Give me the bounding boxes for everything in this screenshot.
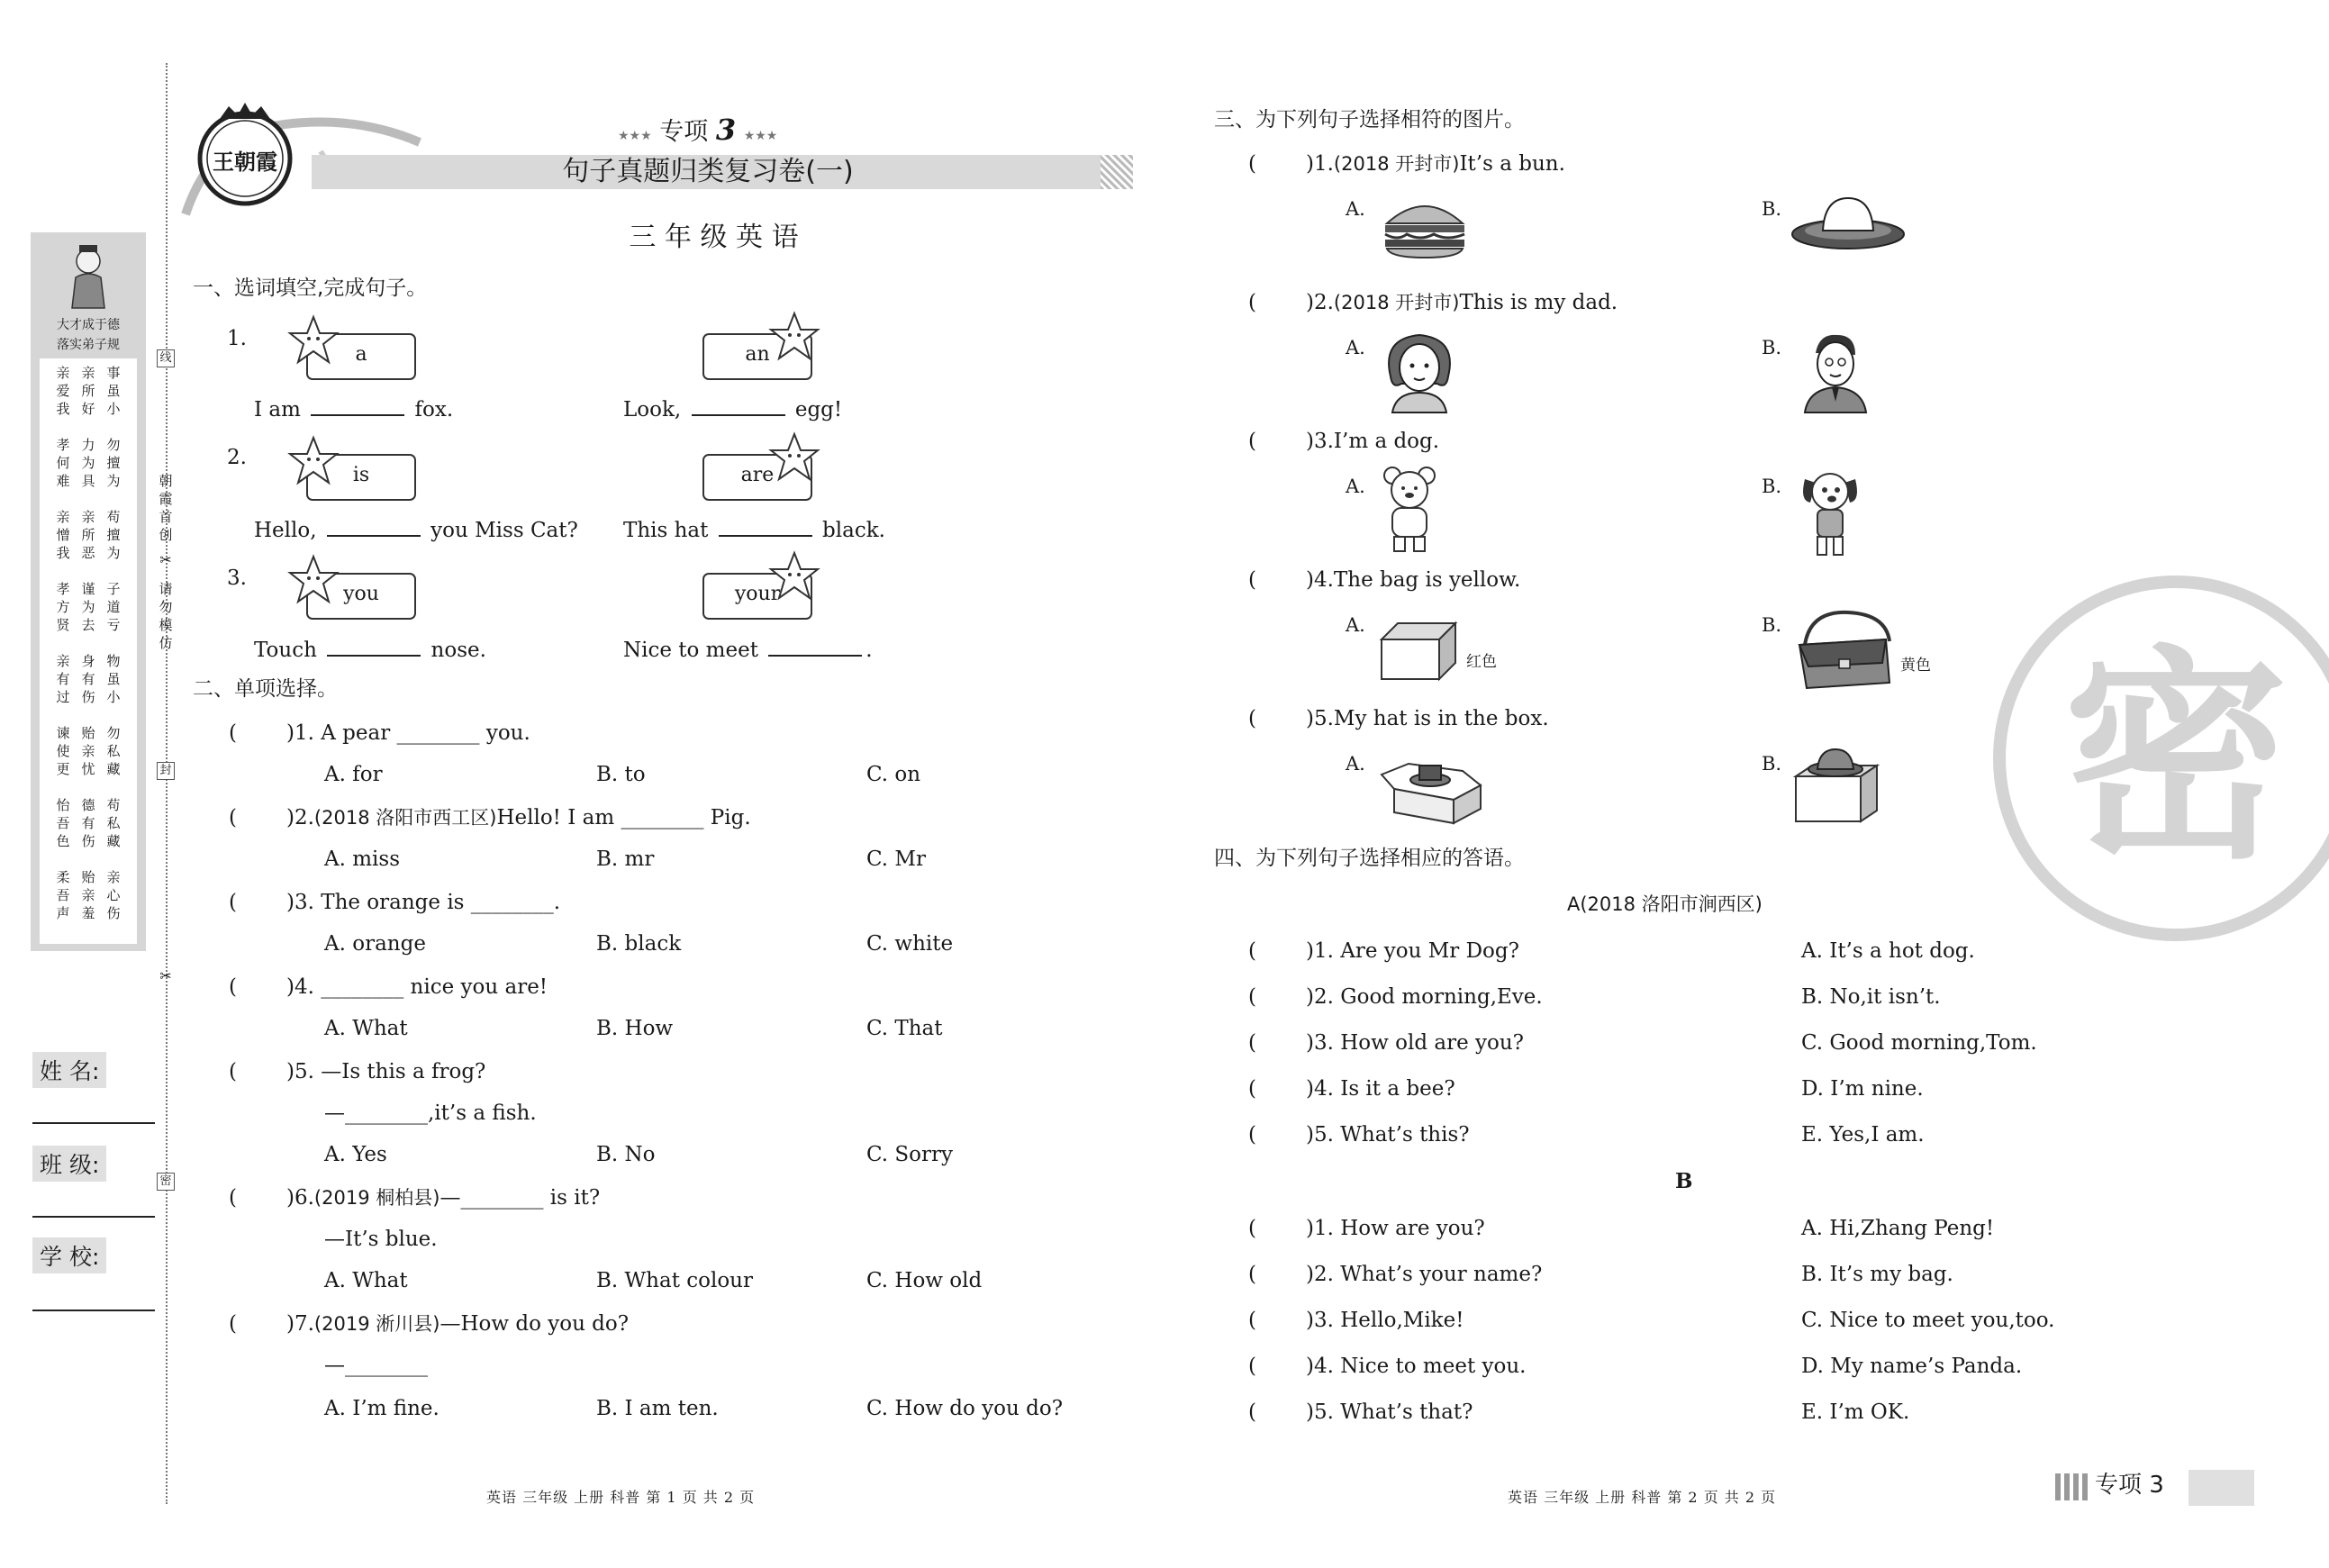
question-stem: )5. —Is this a frog?: [286, 1060, 486, 1083]
answer-blank[interactable]: [719, 515, 812, 537]
motto-column: 德有伤: [81, 797, 95, 849]
sentence-left: [254, 635, 486, 663]
series-label: 专项: [659, 118, 709, 146]
option-c[interactable]: C. Mr: [866, 847, 926, 871]
answer-paren[interactable]: (: [1248, 291, 1256, 314]
sentence-after: black.: [822, 519, 885, 542]
logo-text: 王朝霞: [213, 149, 277, 175]
word-card: your: [702, 573, 812, 620]
motto-column: 怡吾色: [56, 797, 70, 849]
motto-column: 孝方贤: [56, 581, 70, 633]
option-b[interactable]: B. I am ten.: [596, 1397, 719, 1420]
answer-paren[interactable]: (: [229, 806, 237, 829]
sentence-after: fox.: [414, 398, 454, 421]
option-a[interactable]: A. What: [324, 1017, 408, 1040]
star-character-icon: [286, 313, 340, 367]
page-subtitle: 三 年 级 英 语: [629, 222, 799, 253]
section-b-title: B: [1675, 1169, 1693, 1193]
motto-column: 亲所好: [81, 365, 95, 417]
name-label: 姓 名:: [32, 1052, 106, 1088]
option-a-label[interactable]: A.: [1346, 476, 1365, 497]
match-answer: A. Hi,Zhang Peng!: [1801, 1217, 1995, 1240]
answer-paren[interactable]: (: [1248, 152, 1256, 176]
answer-paren[interactable]: (: [229, 975, 237, 999]
answer-blank[interactable]: [327, 515, 421, 537]
answer-paren[interactable]: (: [1248, 1309, 1256, 1332]
banner-pattern: [1101, 155, 1133, 189]
bear-toy-icon[interactable]: [1376, 463, 1443, 553]
answer-paren[interactable]: (: [1248, 1355, 1256, 1378]
word-card: a: [306, 333, 416, 380]
word-card: an: [702, 333, 812, 380]
scissors-icon: ✂: [159, 967, 172, 984]
answer-paren[interactable]: (: [1248, 1400, 1256, 1424]
match-answer: A. It’s a hot dog.: [1801, 939, 1975, 963]
stars-right-icon: ★★★: [743, 129, 778, 143]
match-answer: C. Nice to meet you,too.: [1801, 1309, 2055, 1332]
option-c[interactable]: C. How old: [866, 1269, 983, 1292]
match-answer: C. Good morning,Tom.: [1801, 1031, 2037, 1055]
match-question: )5. What’s that?: [1306, 1400, 1473, 1424]
motto-column: 孝何难: [56, 437, 70, 489]
option-a-label[interactable]: A.: [1346, 614, 1365, 636]
vertical-note-2: 请勿模仿: [159, 581, 173, 651]
option-a[interactable]: A. I’m fine.: [324, 1397, 440, 1420]
group-number: 2.: [227, 446, 247, 469]
option-b[interactable]: B. to: [596, 763, 646, 786]
motto-column: 苟私藏: [106, 797, 121, 849]
section-a-title: A(2018 洛阳市涧西区): [1567, 893, 1763, 915]
watermark-seal: [1987, 569, 2293, 947]
footer-left: 英语 三年级 上册 科普 第 1 页 共 2 页: [486, 1489, 756, 1506]
option-c[interactable]: C. Sorry: [866, 1143, 953, 1166]
sentence-after: egg!: [794, 398, 843, 421]
footer-badge-pattern: [2055, 1473, 2089, 1500]
match-question: )3. Hello,Mike!: [1306, 1309, 1464, 1332]
star-character-icon: [767, 431, 821, 485]
match-question: )5. What’s this?: [1306, 1123, 1470, 1147]
option-a-label[interactable]: A.: [1346, 337, 1365, 358]
option-b-label[interactable]: B.: [1762, 476, 1782, 497]
answer-blank[interactable]: [327, 635, 421, 657]
motto-column: 亲爱我: [56, 365, 70, 417]
sentence-left: [254, 394, 453, 422]
answer-blank[interactable]: [692, 394, 785, 416]
school-input[interactable]: [32, 1310, 155, 1311]
box-icon[interactable]: [1378, 618, 1459, 683]
option-b[interactable]: B. mr: [596, 847, 655, 871]
sentence-before: Nice to meet: [623, 639, 758, 662]
match-answer: B. It’s my bag.: [1801, 1263, 1953, 1286]
sentence-right: [623, 635, 873, 663]
question-stem: )1. A pear ________ you.: [286, 721, 530, 745]
star-character-icon: [767, 549, 821, 603]
question-text: )3.I’m a dog.: [1306, 430, 1440, 453]
star-character-icon: [286, 553, 340, 607]
answer-paren[interactable]: (: [229, 1312, 237, 1336]
slogan-top: 大才成于德: [57, 318, 120, 332]
match-question: )4. Nice to meet you.: [1306, 1355, 1527, 1378]
logo: [193, 103, 297, 207]
option-a-label[interactable]: A.: [1346, 753, 1365, 775]
sentence-right: [623, 515, 885, 543]
sentence-before: Look,: [623, 398, 682, 421]
answer-blank[interactable]: [311, 394, 404, 416]
question-stem: )4. ________ nice you are!: [286, 975, 548, 999]
motto-column: 谏使更: [56, 725, 70, 777]
answer-paren[interactable]: (: [1248, 1123, 1256, 1147]
word-card: you: [306, 573, 416, 620]
option-b-label[interactable]: B.: [1762, 753, 1782, 775]
answer-paren[interactable]: (: [229, 891, 237, 914]
dog-cartoon-icon[interactable]: [1798, 467, 1862, 558]
class-input[interactable]: [32, 1216, 155, 1218]
star-character-icon: [767, 310, 821, 364]
sentence-left: [254, 515, 578, 543]
part1-title: 一、选词填空,完成句子。: [193, 276, 428, 300]
motto-column: 身有伤: [81, 653, 95, 705]
word-card: is: [306, 454, 416, 501]
footer-badge: 专项 3: [2095, 1472, 2164, 1499]
scissors-icon: ✂: [159, 551, 172, 568]
question-text: )2.(2018 开封市)This is my dad.: [1306, 291, 1618, 314]
match-question: )2. Good morning,Eve.: [1306, 985, 1543, 1009]
answer-paren[interactable]: (: [1248, 568, 1256, 592]
sentence-after: .: [865, 639, 873, 662]
option-b[interactable]: B. No: [596, 1143, 656, 1166]
motto-column: 柔吾声: [56, 869, 70, 921]
motto-inner: [40, 358, 137, 944]
question-line2: —________: [324, 1354, 428, 1377]
question-line2: —It’s blue.: [324, 1228, 438, 1251]
answer-paren[interactable]: (: [1248, 985, 1256, 1009]
sentence-before: This hat: [623, 519, 709, 542]
color-note-b: 黄色: [1900, 657, 1931, 675]
sentence-before: I am: [254, 398, 301, 421]
match-answer: D. I’m nine.: [1801, 1077, 1924, 1101]
option-b-label[interactable]: B.: [1762, 614, 1782, 636]
name-input[interactable]: [32, 1122, 155, 1124]
question-text: )1.(2018 开封市)It’s a bun.: [1306, 152, 1565, 176]
cut-mark-top: 线: [157, 349, 175, 367]
question-stem: )3. The orange is ________.: [286, 891, 561, 914]
word-card: are: [702, 454, 812, 501]
answer-blank[interactable]: [768, 635, 862, 657]
part4-title: 四、为下列句子选择相应的答语。: [1214, 847, 1525, 870]
shoulder-bag-icon[interactable]: [1792, 609, 1897, 690]
binding-dotted-line: [166, 63, 168, 1504]
footer-right: 英语 三年级 上册 科普 第 2 页 共 2 页: [1508, 1489, 1777, 1506]
option-c[interactable]: C. white: [866, 932, 954, 956]
hat-on-box-icon[interactable]: [1792, 746, 1880, 823]
motto-column: 事虽小: [106, 365, 121, 417]
match-answer: D. My name’s Panda.: [1801, 1355, 2023, 1378]
slogan-bottom: 落实弟子规: [57, 338, 120, 352]
hamburger-icon[interactable]: [1380, 195, 1470, 259]
footer-badge-bar: [2189, 1470, 2254, 1506]
motto-column: 亲心伤: [106, 869, 121, 921]
cut-mark-mid: 封: [157, 762, 175, 780]
motto-column: 亲憎我: [56, 509, 70, 561]
match-question: )1. How are you?: [1306, 1217, 1485, 1240]
hat-in-box-icon[interactable]: [1376, 749, 1486, 825]
match-answer: B. No,it isn’t.: [1801, 985, 1941, 1009]
answer-paren[interactable]: (: [1248, 430, 1256, 453]
answer-paren[interactable]: (: [1248, 1031, 1256, 1055]
class-label: 班 级:: [32, 1146, 106, 1182]
motto-panel: [31, 232, 146, 951]
motto-column: 谨为去: [81, 581, 95, 633]
option-c[interactable]: C. That: [866, 1017, 943, 1040]
match-answer: E. Yes,I am.: [1801, 1123, 1925, 1147]
group-number: 3.: [227, 566, 247, 590]
motto-column: 力为具: [81, 437, 95, 489]
motto-column: 勿擅为: [106, 437, 121, 489]
option-c[interactable]: C. on: [866, 763, 921, 786]
man-portrait-icon[interactable]: [1798, 330, 1873, 412]
match-question: )1. Are you Mr Dog?: [1306, 939, 1519, 963]
question-text: )4.The bag is yellow.: [1306, 568, 1521, 592]
part3-title: 三、为下列句子选择相符的图片。: [1214, 108, 1525, 131]
motto-column: 勿私藏: [106, 725, 121, 777]
option-b-label[interactable]: B.: [1762, 337, 1782, 358]
motto-column: 苟擅为: [106, 509, 121, 561]
option-a[interactable]: A. What: [324, 1269, 408, 1292]
answer-paren[interactable]: (: [1248, 1263, 1256, 1286]
option-b[interactable]: B. How: [596, 1017, 674, 1040]
series-label-row: [618, 112, 816, 148]
sentence-before: Touch: [254, 639, 317, 662]
option-a[interactable]: A. miss: [324, 847, 401, 871]
sentence-right: [623, 394, 842, 422]
school-label: 学 校:: [32, 1237, 106, 1273]
woman-portrait-icon[interactable]: [1382, 330, 1457, 412]
motto-column: 亲有过: [56, 653, 70, 705]
option-a-label[interactable]: A.: [1346, 198, 1365, 220]
stars-left-icon: ★★★: [618, 129, 652, 143]
question-stem: )2.(2018 洛阳市西工区)Hello! I am ________ Pig.: [286, 806, 751, 829]
motto-column: 子道亏: [106, 581, 121, 633]
answer-paren[interactable]: (: [229, 1186, 237, 1210]
answer-paren[interactable]: (: [1248, 1077, 1256, 1101]
answer-paren[interactable]: (: [1248, 707, 1256, 730]
page-title: 句子真题归类复习卷(一): [562, 156, 854, 187]
question-line2: —________,it’s a fish.: [324, 1101, 537, 1125]
question-text: )5.My hat is in the box.: [1306, 707, 1549, 730]
match-question: )3. How old are you?: [1306, 1031, 1524, 1055]
option-b-label[interactable]: B.: [1762, 198, 1782, 220]
question-stem: )7.(2019 淅川县)—How do you do?: [286, 1312, 630, 1336]
motto-column: 物虽小: [106, 653, 121, 705]
part2-title: 二、单项选择。: [193, 677, 338, 701]
answer-paren[interactable]: (: [229, 721, 237, 745]
series-number: 3: [715, 113, 737, 147]
sentence-before: Hello,: [254, 519, 317, 542]
answer-paren[interactable]: (: [1248, 1217, 1256, 1240]
sentence-after: nose.: [430, 639, 486, 662]
option-b[interactable]: B. What colour: [596, 1269, 753, 1292]
vertical-note-1: 朝霞首创: [159, 473, 173, 543]
star-character-icon: [286, 434, 340, 488]
option-b[interactable]: B. black: [596, 932, 682, 956]
color-note-a: 红色: [1466, 653, 1497, 671]
sentence-after: you Miss Cat?: [430, 519, 578, 542]
match-question: )4. Is it a bee?: [1306, 1077, 1455, 1101]
scholar-figure-icon: [63, 240, 113, 310]
group-number: 1.: [227, 327, 247, 350]
match-answer: E. I’m OK.: [1801, 1400, 1910, 1424]
option-a[interactable]: A. Yes: [324, 1143, 387, 1166]
motto-column: 贻亲忧: [81, 725, 95, 777]
match-question: )2. What’s your name?: [1306, 1263, 1543, 1286]
option-c[interactable]: C. How do you do?: [866, 1397, 1064, 1420]
bun-plate-icon[interactable]: [1789, 193, 1908, 254]
option-a[interactable]: A. orange: [324, 932, 426, 956]
answer-paren[interactable]: (: [229, 1060, 237, 1083]
question-stem: )6.(2019 桐柏县)—________ is it?: [286, 1186, 601, 1210]
motto-column: 亲所恶: [81, 509, 95, 561]
watermark-char: 密: [2063, 627, 2288, 889]
answer-paren[interactable]: (: [1248, 939, 1256, 963]
cut-mark-bottom: 密: [157, 1173, 175, 1191]
motto-column: 贻亲羞: [81, 869, 95, 921]
option-a[interactable]: A. for: [324, 763, 383, 786]
